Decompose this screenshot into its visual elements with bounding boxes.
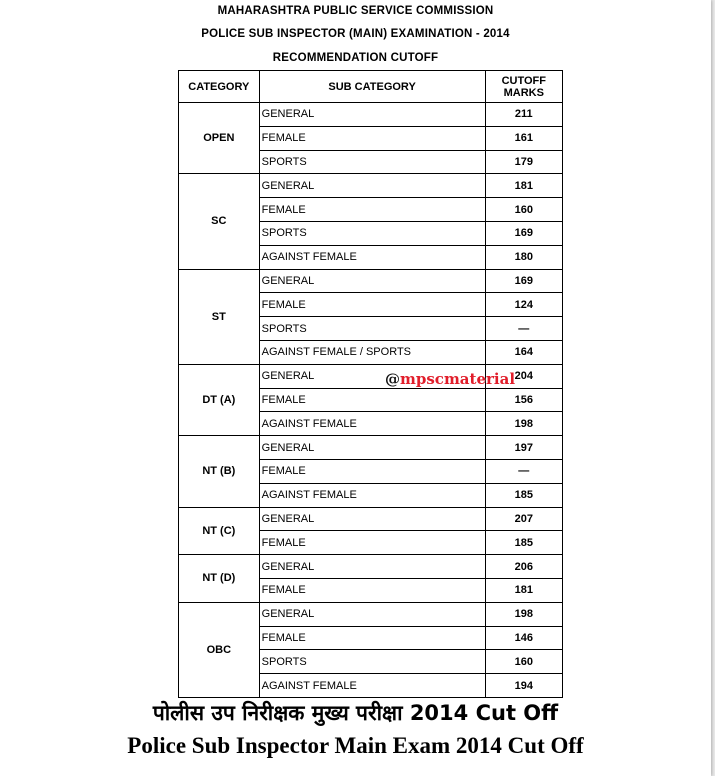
subcategory-cell: GENERAL bbox=[259, 269, 485, 293]
subcategory-cell: FEMALE bbox=[259, 388, 485, 412]
subcategory-cell: GENERAL bbox=[259, 364, 485, 388]
subcategory-cell: GENERAL bbox=[259, 555, 485, 579]
subcategory-cell: SPORTS bbox=[259, 650, 485, 674]
header-category: CATEGORY bbox=[179, 71, 260, 103]
cutoff-title: RECOMMENDATION CUTOFF bbox=[272, 52, 439, 64]
table-body bbox=[179, 103, 563, 698]
subcategory-cell: AGAINST FEMALE bbox=[259, 412, 485, 436]
watermark bbox=[385, 371, 515, 387]
subcategory-cell: AGAINST FEMALE bbox=[259, 483, 485, 507]
watermark-at: @ bbox=[385, 370, 400, 388]
subcategory-cell: FEMALE bbox=[259, 459, 485, 483]
subcategory-cell: SPORTS bbox=[259, 221, 485, 245]
cutoff-mark-cell: 206 bbox=[485, 555, 562, 579]
category-cell: NT (C) bbox=[179, 507, 260, 555]
subcategory-cell: GENERAL bbox=[259, 507, 485, 531]
category-cell: NT (B) bbox=[179, 436, 260, 507]
subcategory-cell: GENERAL bbox=[259, 602, 485, 626]
cutoff-mark-cell: 181 bbox=[485, 578, 562, 602]
header-cutoff-line2: MARKS bbox=[503, 86, 544, 99]
cutoff-mark-cell: 169 bbox=[485, 221, 562, 245]
cutoff-mark-cell: 211 bbox=[485, 103, 562, 127]
subcategory-cell: GENERAL bbox=[259, 436, 485, 460]
table-row bbox=[179, 555, 563, 579]
cutoff-mark-cell: — bbox=[485, 459, 562, 483]
category-cell: OPEN bbox=[179, 103, 260, 174]
watermark-brand: mpscmaterial bbox=[400, 370, 516, 388]
subcategory-cell: FEMALE bbox=[259, 293, 485, 317]
table-row bbox=[179, 174, 563, 198]
cutoff-mark-cell: 179 bbox=[485, 150, 562, 174]
category-cell: OBC bbox=[179, 602, 260, 697]
subcategory-cell: AGAINST FEMALE bbox=[259, 245, 485, 269]
subcategory-cell: SPORTS bbox=[259, 317, 485, 341]
table-row bbox=[179, 507, 563, 531]
cutoff-mark-cell: 124 bbox=[485, 293, 562, 317]
subcategory-cell: FEMALE bbox=[259, 626, 485, 650]
subcategory-cell: FEMALE bbox=[259, 578, 485, 602]
exam-title: POLICE SUB INSPECTOR (MAIN) EXAMINATION - 2014 bbox=[201, 28, 510, 40]
category-cell: DT (A) bbox=[179, 364, 260, 435]
subcategory-cell: SPORTS bbox=[259, 150, 485, 174]
cutoff-mark-cell: 185 bbox=[485, 531, 562, 555]
cutoff-mark-cell: 169 bbox=[485, 269, 562, 293]
cutoff-mark-cell: 146 bbox=[485, 626, 562, 650]
table-row bbox=[179, 103, 563, 127]
subcategory-cell: FEMALE bbox=[259, 531, 485, 555]
cutoff-mark-cell: 180 bbox=[485, 245, 562, 269]
cutoff-mark-cell: 197 bbox=[485, 436, 562, 460]
caption-english: Police Sub Inspector Main Exam 2014 Cut Off bbox=[127, 733, 584, 758]
table-header-row bbox=[179, 71, 563, 103]
cutoff-mark-cell: 164 bbox=[485, 340, 562, 364]
category-cell: SC bbox=[179, 174, 260, 269]
subcategory-cell: GENERAL bbox=[259, 103, 485, 127]
cutoff-mark-cell: 204 bbox=[485, 364, 562, 388]
cutoff-mark-cell: — bbox=[485, 317, 562, 341]
header-cutoff-line1: CUTOFF bbox=[501, 74, 546, 87]
category-cell: NT (D) bbox=[179, 555, 260, 603]
table-row bbox=[179, 269, 563, 293]
cutoff-mark-cell: 161 bbox=[485, 126, 562, 150]
header-subcategory: SUB CATEGORY bbox=[259, 71, 485, 103]
cutoff-mark-cell: 198 bbox=[485, 412, 562, 436]
table-row bbox=[179, 602, 563, 626]
cutoff-mark-cell: 160 bbox=[485, 650, 562, 674]
table-row bbox=[179, 436, 563, 460]
cutoff-mark-cell: 160 bbox=[485, 198, 562, 222]
subcategory-cell: AGAINST FEMALE / SPORTS bbox=[259, 340, 485, 364]
commission-title: MAHARASHTRA PUBLIC SERVICE COMMISSION bbox=[217, 5, 494, 17]
cutoff-mark-cell: 185 bbox=[485, 483, 562, 507]
caption-marathi: पोलीस उप निरीक्षक मुख्य परीक्षा 2014 Cut Off bbox=[152, 701, 559, 725]
subcategory-cell: FEMALE bbox=[259, 198, 485, 222]
cutoff-mark-cell: 181 bbox=[485, 174, 562, 198]
category-cell: ST bbox=[179, 269, 260, 364]
subcategory-cell: FEMALE bbox=[259, 126, 485, 150]
cutoff-mark-cell: 207 bbox=[485, 507, 562, 531]
cutoff-mark-cell: 156 bbox=[485, 388, 562, 412]
header-cutoff-marks bbox=[485, 71, 562, 103]
subcategory-cell: AGAINST FEMALE bbox=[259, 674, 485, 698]
subcategory-cell: GENERAL bbox=[259, 174, 485, 198]
cutoff-mark-cell: 194 bbox=[485, 674, 562, 698]
cutoff-mark-cell: 198 bbox=[485, 602, 562, 626]
